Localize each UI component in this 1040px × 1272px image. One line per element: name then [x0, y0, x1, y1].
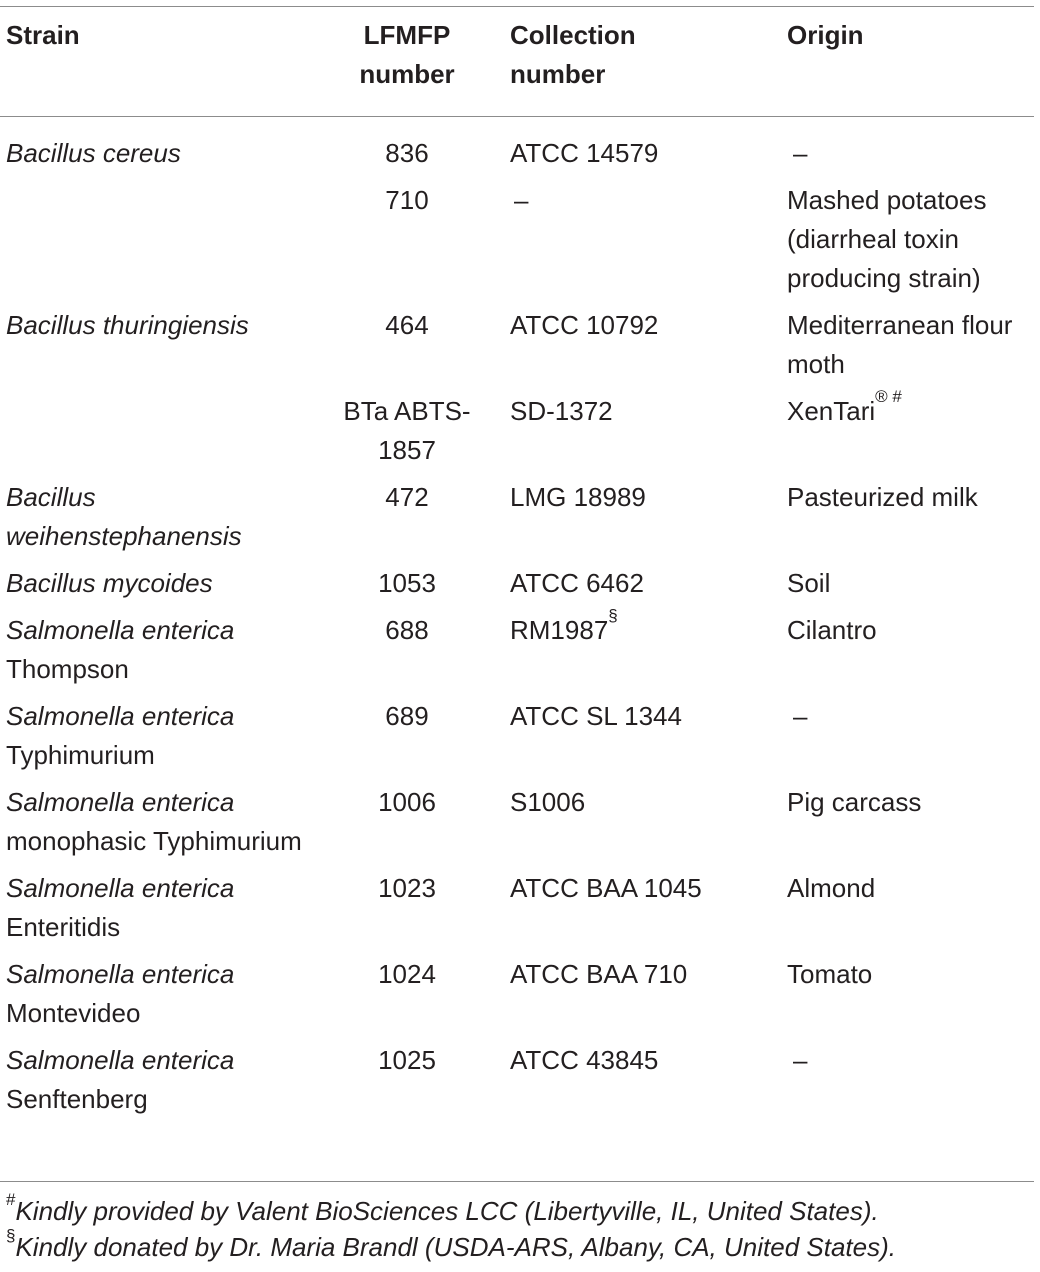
cell-strain [0, 611, 326, 697]
strain-species: Bacillus thuringiensis [6, 310, 249, 340]
cell-origin [779, 387, 1034, 478]
collection-value: ATCC SL 1344 [510, 701, 682, 731]
origin-value: – [793, 138, 808, 168]
cell-origin [779, 478, 1034, 564]
table-row [0, 955, 1034, 1041]
cell-strain [0, 783, 326, 869]
lfmfp-value: 710 [385, 185, 429, 215]
cell-origin [779, 181, 1034, 306]
cell-lfmfp-number [326, 181, 502, 306]
table-row [0, 869, 1034, 955]
cell-lfmfp-number [326, 869, 502, 955]
footnote-mark: # [6, 1190, 16, 1209]
strain-species: Salmonella enterica [6, 873, 235, 903]
header-origin [779, 16, 1034, 116]
cell-collection-number [502, 181, 779, 306]
footnote-text: Kindly donated by Dr. Maria Brandl (USDA-ARS, Albany, CA, United States). [15, 1232, 896, 1262]
header-lfmfp-line1: LFMFP [363, 20, 451, 50]
cell-collection-number [502, 116, 779, 181]
cell-collection-number [502, 1041, 779, 1127]
collection-value: ATCC 14579 [510, 138, 659, 168]
origin-value: Pasteurized milk [787, 482, 978, 512]
collection-value: ATCC BAA 1045 [510, 873, 702, 903]
origin-value: Tomato [787, 959, 873, 989]
origin-trademark-footnote-mark: ® # [875, 387, 902, 406]
cell-lfmfp-number [326, 392, 502, 478]
cell-collection-number [502, 869, 779, 955]
lfmfp-value: 688 [385, 615, 429, 645]
cell-collection-number [502, 697, 779, 783]
cell-strain [0, 478, 326, 564]
origin-value: XenTari [787, 396, 876, 426]
cell-strain [0, 1041, 326, 1127]
cell-strain [0, 697, 326, 783]
footnote-mark: § [6, 1226, 16, 1245]
collection-value: ATCC 6462 [510, 568, 644, 598]
lfmfp-value: 689 [385, 701, 429, 731]
strain-species: Salmonella enterica [6, 701, 235, 731]
table-row [0, 116, 1034, 181]
strain-serovar: Typhimurium [6, 740, 155, 770]
cell-collection-number [502, 306, 779, 392]
cell-lfmfp-number [326, 564, 502, 611]
cell-collection-number [502, 478, 779, 564]
lfmfp-value: 464 [385, 310, 429, 340]
cell-origin [779, 869, 1034, 955]
lfmfp-value: 1024 [378, 959, 436, 989]
cell-strain [0, 181, 326, 306]
origin-value: Cilantro [787, 615, 877, 645]
strain-data-table [0, 16, 1034, 1127]
table-bottom-rule [0, 1181, 1034, 1182]
header-strain-label: Strain [6, 20, 80, 50]
strain-species: Salmonella enterica [6, 615, 235, 645]
lfmfp-value: 1023 [378, 873, 436, 903]
table-row [0, 783, 1034, 869]
cell-lfmfp-number [326, 955, 502, 1041]
strain-serovar: Senftenberg [6, 1084, 148, 1114]
cell-collection-number [502, 392, 779, 478]
cell-lfmfp-number [326, 611, 502, 697]
collection-value: SD-1372 [510, 396, 613, 426]
collection-value: RM1987 [510, 615, 609, 645]
collection-footnote-mark: § [608, 606, 618, 625]
footnote [6, 1190, 1036, 1229]
cell-origin [779, 564, 1034, 611]
header-collection-number [502, 16, 779, 116]
cell-strain [0, 116, 326, 181]
cell-collection-number [502, 783, 779, 869]
header-lfmfp-number [326, 16, 502, 116]
strain-species: Bacillus mycoides [6, 568, 213, 598]
collection-value: – [514, 185, 529, 215]
cell-origin [779, 611, 1034, 697]
cell-lfmfp-number [326, 116, 502, 181]
strain-serovar: Thompson [6, 654, 129, 684]
footnote [6, 1226, 1036, 1265]
origin-value: Almond [787, 873, 876, 903]
header-lfmfp-line2: number [359, 59, 455, 89]
lfmfp-value: 836 [385, 138, 429, 168]
cell-lfmfp-number [326, 697, 502, 783]
origin-value: Mashed potatoes (diarrheal toxin producing strain) [787, 185, 987, 293]
cell-strain [0, 392, 326, 478]
table-row [0, 392, 1034, 478]
cell-origin [779, 1041, 1034, 1127]
collection-value: S1006 [510, 787, 586, 817]
strain-species: Salmonella enterica [6, 959, 235, 989]
table-row [0, 611, 1034, 697]
collection-value: ATCC 43845 [510, 1045, 659, 1075]
strain-serovar: Enteritidis [6, 912, 121, 942]
strain-serovar: monophasic Typhimurium [6, 826, 302, 856]
table-top-rule [0, 6, 1034, 7]
header-origin-label: Origin [787, 20, 864, 50]
cell-origin [779, 697, 1034, 783]
table-row [0, 478, 1034, 564]
collection-value: LMG 18989 [510, 482, 646, 512]
strain-species: Bacillus cereus [6, 138, 181, 168]
lfmfp-value: 472 [385, 482, 429, 512]
origin-value: – [793, 701, 808, 731]
cell-lfmfp-number [326, 783, 502, 869]
header-strain [0, 16, 326, 116]
strain-species: Salmonella enterica [6, 787, 235, 817]
cell-strain [0, 306, 326, 392]
cell-lfmfp-number [326, 478, 502, 564]
cell-origin [779, 955, 1034, 1041]
footnote-text: Kindly provided by Valent BioSciences LCC (Libertyville, IL, United States). [15, 1196, 879, 1226]
cell-strain [0, 955, 326, 1041]
collection-value: ATCC 10792 [510, 310, 659, 340]
cell-lfmfp-number [326, 1041, 502, 1127]
cell-collection-number [502, 564, 779, 611]
lfmfp-value: 1053 [378, 568, 436, 598]
origin-value: Mediterranean flour moth [787, 310, 1013, 379]
lfmfp-value: BTa ABTS-1857 [343, 396, 471, 465]
table-row [0, 181, 1034, 306]
origin-value: – [793, 1045, 808, 1075]
table-header-row [0, 16, 1034, 116]
cell-lfmfp-number [326, 306, 502, 392]
table-row [0, 1041, 1034, 1127]
strain-serovar: Montevideo [6, 998, 141, 1028]
cell-origin [779, 783, 1034, 869]
origin-value: Pig carcass [787, 787, 922, 817]
table-row [0, 564, 1034, 611]
collection-value: ATCC BAA 710 [510, 959, 688, 989]
table-footnotes [6, 1190, 1036, 1265]
cell-strain [0, 564, 326, 611]
strain-species: Salmonella enterica [6, 1045, 235, 1075]
origin-value: Soil [787, 568, 831, 598]
table-row [0, 306, 1034, 392]
cell-origin [779, 116, 1034, 181]
header-collection-line2: number [510, 59, 606, 89]
cell-strain [0, 869, 326, 955]
cell-collection-number [502, 955, 779, 1041]
lfmfp-value: 1025 [378, 1045, 436, 1075]
strain-species: Bacillus weihenstephanensis [6, 482, 242, 551]
table-row [0, 697, 1034, 783]
cell-origin [779, 306, 1034, 392]
cell-collection-number [502, 606, 779, 697]
table-body [0, 116, 1034, 1127]
header-collection-line1: Collection [510, 20, 636, 50]
lfmfp-value: 1006 [378, 787, 436, 817]
